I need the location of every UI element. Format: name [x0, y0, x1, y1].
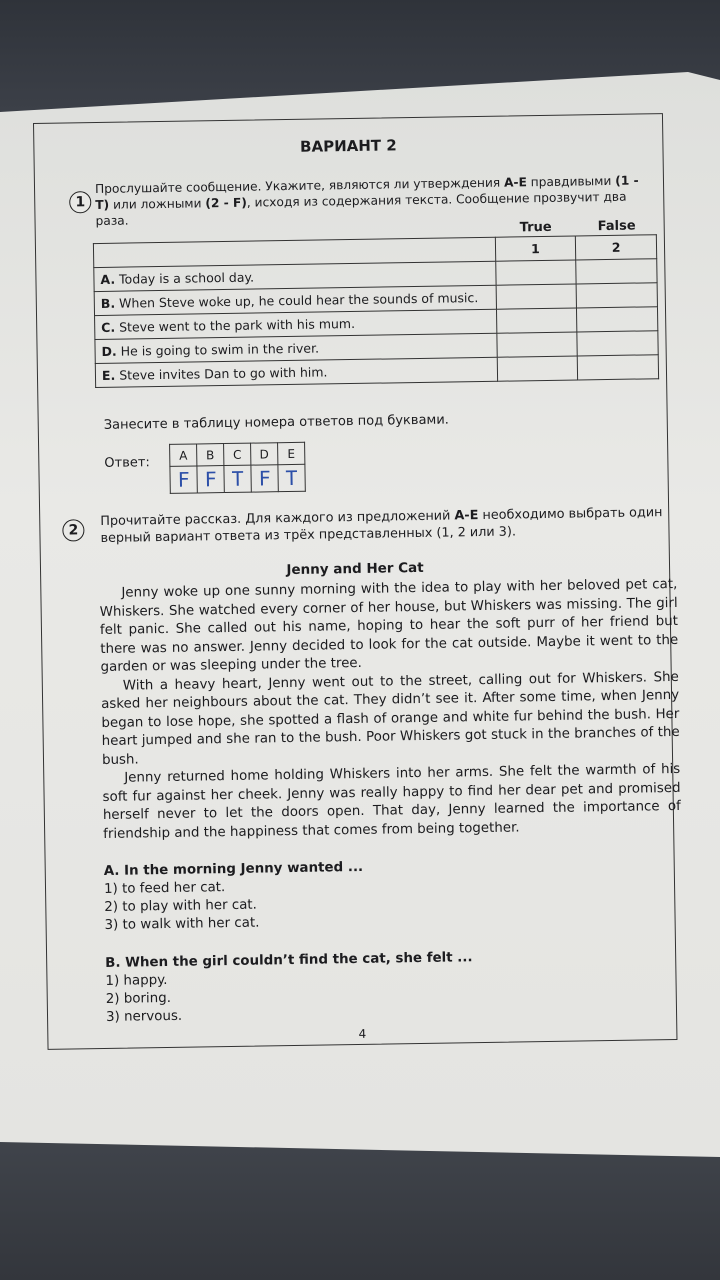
page-number: 4 [358, 1026, 367, 1041]
answer-label: Ответ: [104, 455, 150, 471]
false-cell[interactable] [577, 331, 658, 356]
true-cell[interactable] [497, 356, 578, 381]
question-b [105, 946, 666, 1027]
answer-letter: A [170, 444, 197, 466]
worksheet-page [33, 113, 681, 1050]
statements-table [93, 234, 659, 388]
story-title: Jenny and Her Cat [286, 559, 424, 579]
answer-option[interactable]: 3) to walk with her cat. [104, 915, 260, 933]
handwritten-answer[interactable]: T [278, 464, 305, 491]
answer-option[interactable]: 1) happy. [105, 972, 168, 989]
answer-option[interactable]: 2) to play with her cat. [104, 897, 257, 915]
answer-letters-row [170, 442, 305, 466]
task-2-number: 2 [62, 519, 84, 541]
false-cell[interactable] [577, 355, 658, 380]
false-number: 2 [576, 235, 657, 260]
story-paragraph: Jenny woke up one sunny morning with the idea to play with her beloved pet cat, Whiskers. She watched every corner of her house, but Whiskers was missing. The girl felt panic. She called out his name, hoping to hear the soft purr of her friend but there was no answer. Jenny decided to look for the cat outside. Maybe it went to the garden or was sleeping under the tree. [99, 576, 679, 676]
statement-row: A. Today is a school day. [94, 259, 657, 292]
false-cell[interactable] [576, 259, 657, 284]
handwritten-answer[interactable]: F [251, 465, 278, 492]
handwritten-answer[interactable]: F [170, 466, 197, 493]
handwritten-answer[interactable]: T [224, 465, 251, 492]
true-cell[interactable] [496, 284, 577, 309]
column-false-header: False [597, 218, 636, 235]
false-cell[interactable] [577, 307, 658, 332]
true-cell[interactable] [496, 308, 577, 333]
false-cell[interactable] [576, 283, 657, 308]
answer-option[interactable]: 3) nervous. [105, 1008, 183, 1025]
answer-marks-row [170, 464, 305, 493]
handwritten-answer[interactable]: F [197, 466, 224, 493]
answer-option[interactable]: 1) to feed her cat. [103, 880, 226, 897]
column-true-header: True [519, 219, 552, 236]
question-text: A. In the morning Jenny wanted ... [103, 859, 364, 879]
story-paragraph: With a heavy heart, Jenny went out to the street, calling out for Whiskers. She asked her neighbours about the cat. They didn’t see it. After some time, when Jenny began to lose hope, she spotted a flash of orange and white fur behind the bush. Her heart jumped and she ran to the bush. Poor Whiskers got stuck in the branches of the bush. [101, 669, 680, 768]
question-text: B. When the girl couldn’t find the cat, she felt ... [105, 950, 473, 971]
answer-letter: C [224, 443, 251, 465]
answer-grid [169, 442, 306, 494]
question-a [104, 854, 665, 935]
story-paragraph: Jenny returned home holding Whiskers into her arms. She felt the warmth of his soft fur against her cheek. Jenny was really happy to find her dear pet and promised herself never to let the doors open. That day, Jenny learned the importance of friendship and the happiness that comes from being together. [102, 761, 681, 842]
statement-row: B. When Steve woke up, he could hear the sounds of music. [94, 283, 657, 316]
answer-letter: E [278, 442, 305, 464]
task-1-number: 1 [69, 191, 91, 213]
true-cell[interactable] [495, 260, 576, 285]
task-1-instruction: Прослушайте сообщение. Укажите, являются ли утверждения A-E правдивыми (1 - T) или ложными (2 - F), исходя из содержания текста. Сообщение прозвучит два раза. [94, 173, 639, 229]
background-bottom [0, 1140, 720, 1280]
true-number: 1 [495, 236, 576, 261]
variant-title: ВАРИАНТ 2 [299, 136, 397, 156]
statement-row: E. Steve invites Dan to go with him. [95, 355, 658, 388]
statement-row: D. He is going to swim in the river. [95, 331, 658, 364]
answer-option[interactable]: 2) boring. [105, 990, 172, 1007]
true-cell[interactable] [496, 332, 577, 357]
answer-letter: D [251, 443, 278, 465]
story-text [99, 576, 681, 844]
task-2-instruction: Прочитайте рассказ. Для каждого из предложений A-E необходимо выбрать один верный вариант ответа из трёх представленных (1, 2 или 3). [100, 505, 663, 546]
enter-answers-instruction: Занесите в таблицу номера ответов под буквами. [103, 412, 449, 433]
statement-row: C. Steve went to the park with his mum. [95, 307, 658, 340]
answer-letter: B [197, 444, 224, 466]
